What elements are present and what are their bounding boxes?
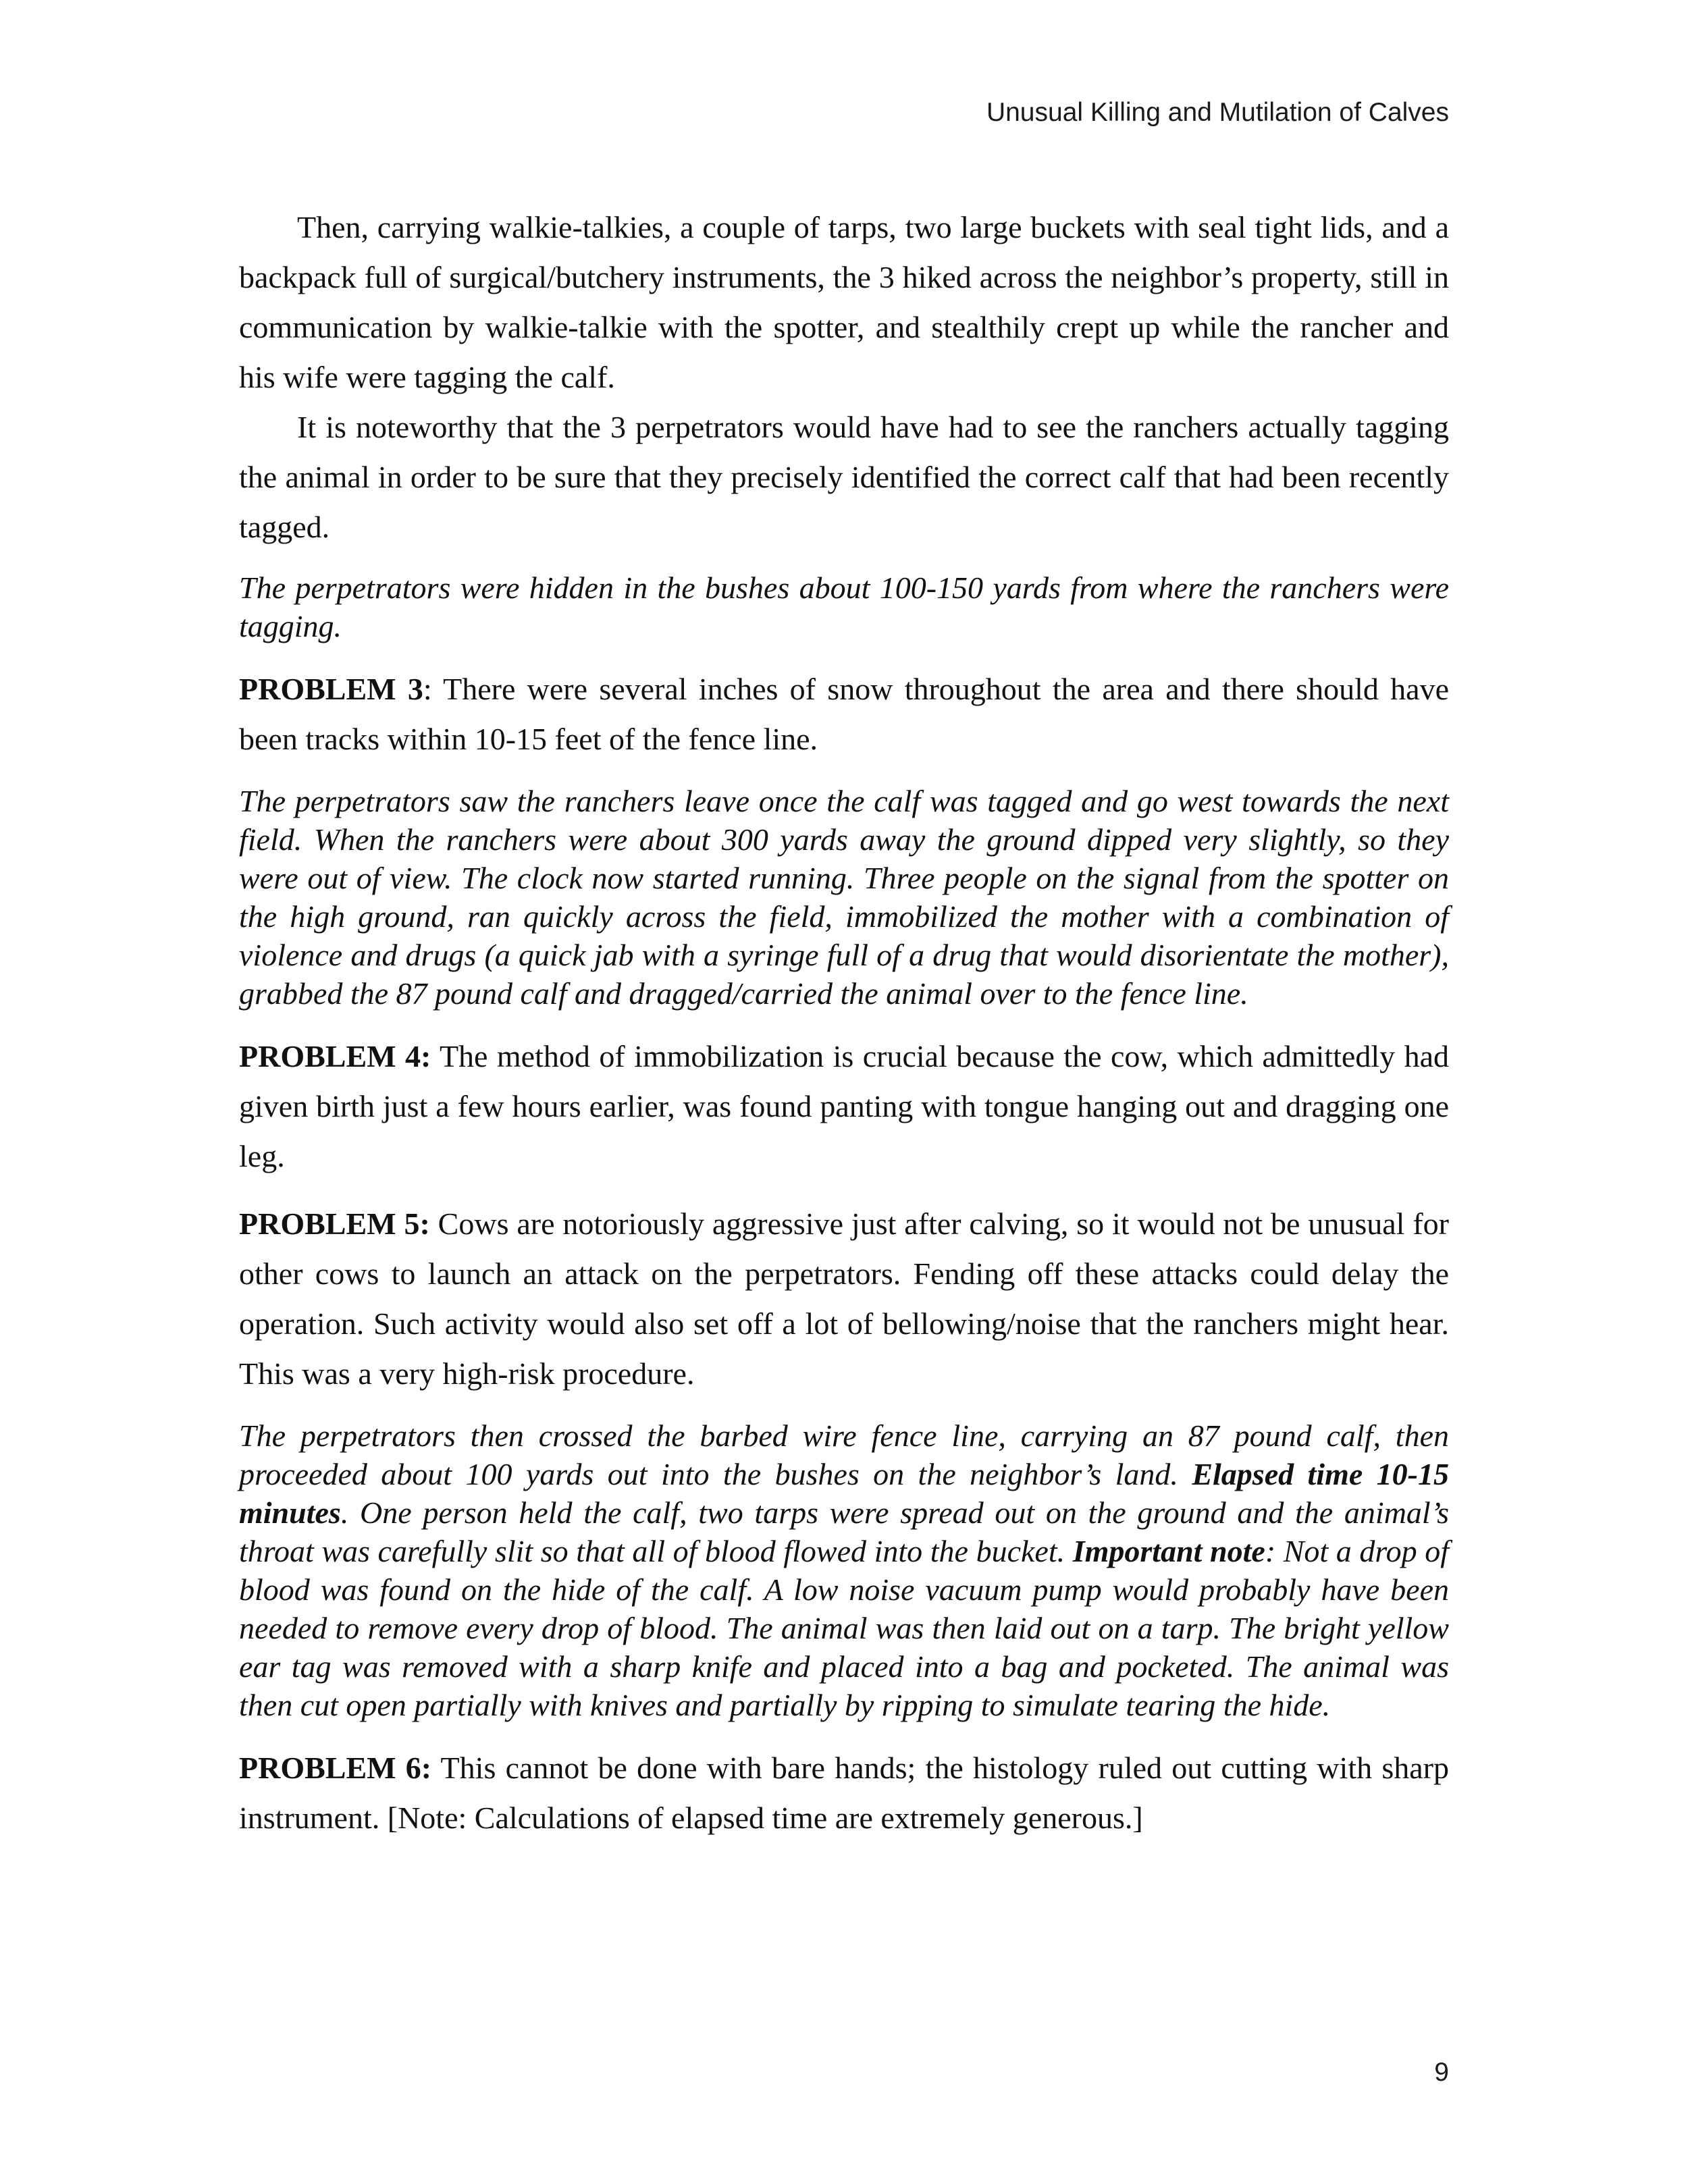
elapsed-time-emphasis: Elapsed time 10-15 minutes bbox=[239, 1457, 1449, 1530]
italic-3-part-a: The perpetrators then crossed the barbed wire fence line, carrying an 87 pound calf, then proceeded about 100 yards out into the bushes on the neighbor’s land. bbox=[239, 1418, 1449, 1491]
problem-6-text: This cannot be done with bare hands; the histology ruled out cutting with sharp instrument. [Note: Calculations of elapsed time are extremely generous.] bbox=[239, 1751, 1449, 1835]
italic-3-part-b: . One person held the calf, two tarps were spread out on the ground and the animal’s throat was carefully slit so that all of blood flowed into the bucket. bbox=[239, 1495, 1449, 1568]
paragraph-walkie-talkies: Then, carrying walkie-talkies, a couple of tarps, two large buckets with seal tight lids, and a backpack full of surgical/butchery instruments, the 3 hiked across the neighbor’s property, still in communication by walkie-talkie with the spotter, and stealthily crept up while the rancher and his wife were tagging the calf. bbox=[239, 210, 1449, 394]
page-number: 9 bbox=[1434, 2058, 1449, 2087]
body-text bbox=[239, 203, 1449, 1861]
problem-6-label: PROBLEM 6: bbox=[239, 1751, 432, 1785]
problem-4-label: PROBLEM 4: bbox=[239, 1039, 431, 1073]
problem-5-text: Cows are notoriously aggressive just after calving, so it would not be unusual for other cows to launch an attack on the perpetrators. Fending off these attacks could delay the operation. Such activity would also set off a lot of bellowing/noise that the ranchers might hear. This was a very high-risk procedure. bbox=[239, 1206, 1449, 1391]
problem-6 bbox=[239, 1743, 1449, 1843]
paragraph-noteworthy: It is noteworthy that the 3 perpetrators would have had to see the ranchers actually tagging the animal in order to be sure that they precisely identified the correct calf that had been recently tagged. bbox=[239, 410, 1449, 544]
problem-3-text: : There were several inches of snow throughout the area and there should have been tracks within 10-15 feet of the fence line. bbox=[239, 672, 1449, 756]
italic-paragraph-ranchers-leave: The perpetrators saw the ranchers leave once the calf was tagged and go west towards the next field. When the ranchers were about 300 yards away the ground dipped very slightly, so they were out of view. The clock now started running. Three people on the signal from the spotter on the high ground, ran quickly across the field, immobilized the mother with a combination of violence and drugs (a quick jab with a syringe full of a drug that would disorientate the mother), grabbed the 87 pound calf and dragged/carried the animal over to the fence line. bbox=[239, 784, 1449, 1011]
problem-3-label: PROBLEM 3 bbox=[239, 672, 423, 706]
running-header: Unusual Killing and Mutilation of Calves bbox=[986, 98, 1449, 127]
problem-4 bbox=[239, 1032, 1449, 1181]
problem-4-text: The method of immobilization is crucial because the cow, which admittedly had given birth just a few hours earlier, was found panting with tongue hanging out and dragging one leg. bbox=[239, 1039, 1449, 1173]
problem-5 bbox=[239, 1199, 1449, 1399]
italic-paragraph-hidden-bushes: The perpetrators were hidden in the bushes about 100-150 yards from where the ranchers were tagging. bbox=[239, 570, 1449, 643]
problem-5-label: PROBLEM 5: bbox=[239, 1206, 430, 1241]
important-note-emphasis: Important note bbox=[1072, 1534, 1265, 1568]
problem-3 bbox=[239, 664, 1449, 764]
italic-paragraph-fence-crossing bbox=[239, 1416, 1449, 1724]
italic-3-part-c: : Not a drop of blood was found on the hide of the calf. A low noise vacuum pump would probably have been needed to remove every drop of blood. The animal was then laid out on a tarp. The bright yellow ear tag was removed with a sharp knife and placed into a bag and pocketed. The animal was then cut open partially with knives and partially by ripping to simulate tearing the hide. bbox=[239, 1534, 1449, 1722]
